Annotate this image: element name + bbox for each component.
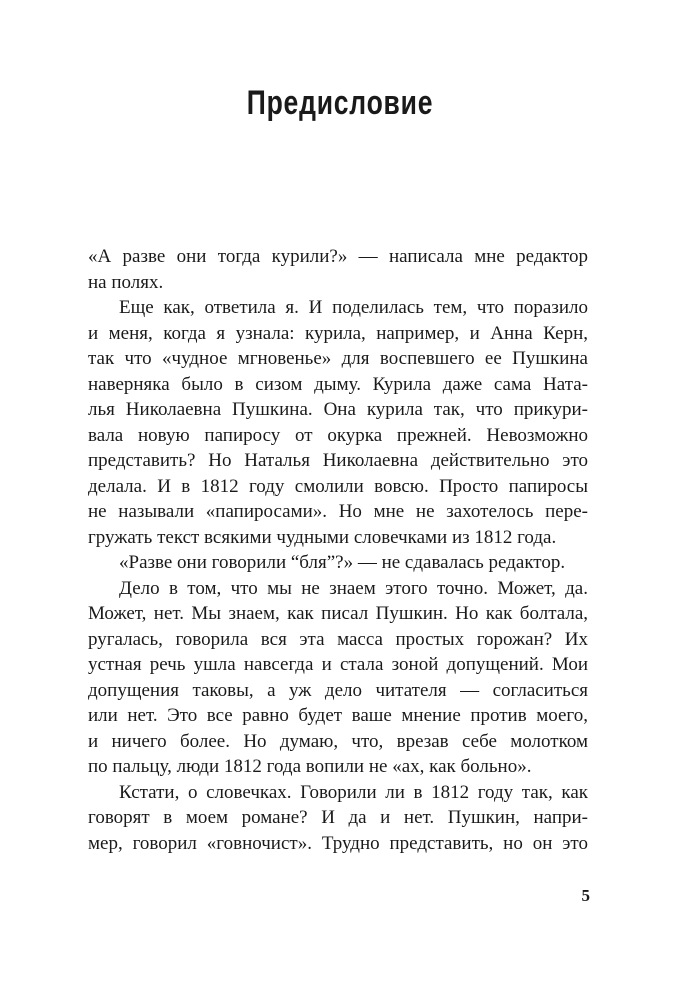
text-line: Еще как, ответила я. И поделилась тем, что поразило — [119, 297, 588, 318]
text-line: представить? Но Наталья Николаевна действительно это — [88, 450, 588, 471]
text-line: ругалась, говорила вся эта масса простых горожан? Их — [88, 628, 588, 650]
text-line: Дело в том, что мы не знаем этого точно. Может, да. — [119, 577, 588, 599]
text-line: вала новую папиросу от окурка прежней. Невозможно — [88, 424, 588, 446]
text-line: «А разве они тогда курили?» — написала мне редактор — [88, 246, 588, 267]
paragraph — [88, 780, 588, 857]
paragraph — [88, 576, 588, 780]
text-line: «Разве они говорили “бля”?» — не сдавалась редактор. — [119, 552, 566, 573]
text-line: или нет. Это все равно будет ваше мнение против моего, — [88, 705, 588, 726]
text-line: лья Николаевна Пушкина. Она курила так, что прикури- — [88, 399, 588, 420]
text-line: делала. И в 1812 году смолили вовсю. Просто папиросы — [88, 475, 588, 497]
text-line: говорят в моем романе? И да и нет. Пушкин, напри- — [88, 807, 588, 828]
paragraph — [88, 550, 588, 576]
chapter-title: Предисловие — [246, 84, 434, 122]
page-number: 5 — [581, 886, 590, 905]
paragraph — [88, 244, 588, 295]
text-line: Кстати, о словечках. Говорили ли в 1812 году так, как — [119, 781, 588, 803]
text-line: допущения таковы, а уж дело читателя — согласиться — [88, 679, 588, 701]
paragraph — [88, 295, 588, 550]
text-line: Может, нет. Мы знаем, как писал Пушкин. Но как болтала, — [88, 603, 588, 624]
text-line: и ничего более. Но думаю, что, врезав себе молотком — [88, 730, 588, 752]
text-line: гружать текст всякими чудными словечками из 1812 года. — [88, 526, 557, 548]
text-line: на полях. — [88, 271, 164, 293]
text-line: так что «чудное мгновенье» для воспевшего ее Пушкина — [88, 348, 588, 369]
text-line: и меня, когда я узнала: курила, например, и Анна Керн, — [88, 322, 588, 344]
body-text — [88, 244, 588, 856]
text-line: не называли «папиросами». Но мне не захотелось пере- — [88, 501, 588, 522]
text-line: по пальцу, люди 1812 года вопили не «ах, как больно». — [88, 756, 532, 777]
text-line: устная речь ушла навсегда и стала зоной допущений. Мои — [88, 654, 588, 675]
text-line: мер, говорил «говночист». Трудно представить, но он это — [88, 832, 588, 854]
text-line: наверняка было в сизом дыму. Курила даже сама Ната- — [88, 373, 588, 395]
